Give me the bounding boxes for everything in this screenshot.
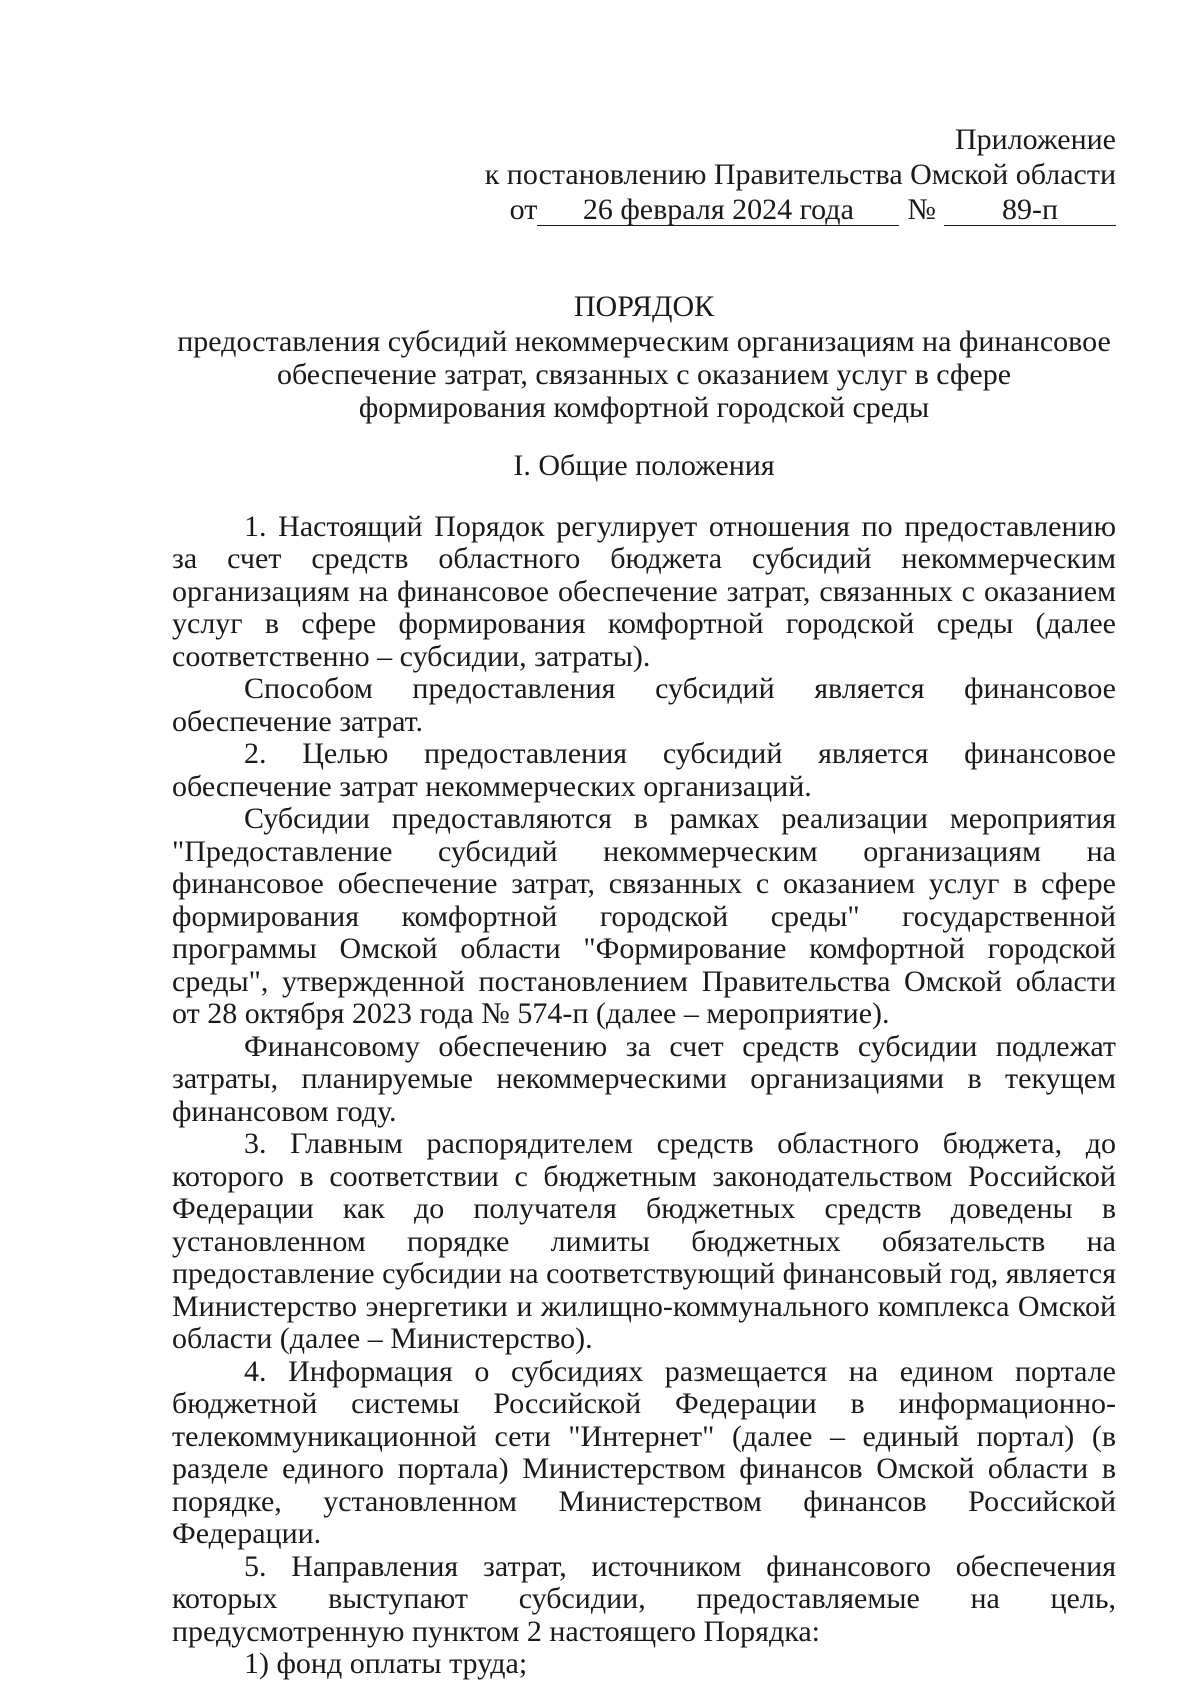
subtitle-line: обеспечение затрат, связанных с оказанием услуг в сфере — [276, 358, 1012, 391]
paragraph-3: 3. Главным распорядителем средств областного бюджета, до которого в соответствии с бюджетным законодательством Российской Федерации как до получателя бюджетных средств доведены в установленном порядке лимиты бюджетных обязательств на предоставление субсидии на соответствующий финансовый год, является Министерство энергетики и жилищно-коммунального комплекса Омской области (далее – Министерство). — [172, 1127, 1116, 1355]
subtitle-line: предоставления субсидий некоммерческим организациям на финансовое — [177, 325, 1111, 358]
document-page — [172, 122, 1116, 1681]
paragraph-5-item-1: 1) фонд оплаты труда; — [244, 1647, 528, 1680]
appendix-reference: к постановлению Правительства Омской области — [484, 158, 1116, 191]
date-prefix: от — [509, 193, 538, 226]
document-title: ПОРЯДОК — [573, 290, 715, 323]
appendix-block — [172, 122, 1116, 227]
document-body — [172, 511, 1116, 1681]
section-heading: I. Общие положения — [513, 449, 775, 482]
resolution-date: 26 февраля 2024 года — [537, 195, 899, 226]
number-sign: № — [907, 193, 936, 226]
appendix-label: Приложение — [954, 123, 1116, 156]
document-subtitle — [172, 325, 1116, 424]
paragraph-1: 1. Настоящий Порядок регулирует отношения по предоставлению за счет средств областного бюджета субсидий некоммерческим организациям на финансовое обеспечение затрат, связанных с оказанием услуг в сфере формирования комфортной городской среды (далее соответственно – субсидии, затраты). — [172, 509, 1116, 673]
resolution-date-line — [172, 192, 1116, 227]
paragraph-2-program: Субсидии предоставляются в рамках реализации мероприятия "Предоставление субсидий некоммерческим организациям на финансовое обеспечение затрат, связанных с оказанием услуг в сфере формирования комфортной городской среды" государственной программы Омской области "Формирование комфортной городской среды", утвержденной постановлением Правительства Омской области от 28 октября 2023 года № 574-п (далее – мероприятие). — [172, 802, 1116, 1030]
paragraph-2: 2. Целью предоставления субсидий является финансовое обеспечение затрат некоммерческих организаций. — [172, 737, 1116, 803]
resolution-number: 89-п — [944, 195, 1116, 226]
paragraph-5: 5. Направления затрат, источником финансового обеспечения которых выступают субсидии, предоставляемые на цель, предусмотренную пунктом 2 настоящего Порядка: — [172, 1549, 1116, 1648]
subtitle-line: формирования комфортной городской среды — [358, 391, 930, 424]
paragraph-2-costs: Финансовому обеспечению за счет средств субсидии подлежат затраты, планируемые некоммерческими организациями в текущем финансовом году. — [172, 1029, 1116, 1128]
paragraph-4: 4. Информация о субсидиях размещается на едином портале бюджетной системы Российской Федерации в информационно-телекоммуникационной сети "Интернет" (далее – единый портал) (в разделе единого портала) Министерством финансов Омской области в порядке, установленном Министерством финансов Российской Федерации. — [172, 1354, 1116, 1550]
paragraph-1-method: Способом предоставления субсидий является финансовое обеспечение затрат. — [172, 672, 1116, 738]
